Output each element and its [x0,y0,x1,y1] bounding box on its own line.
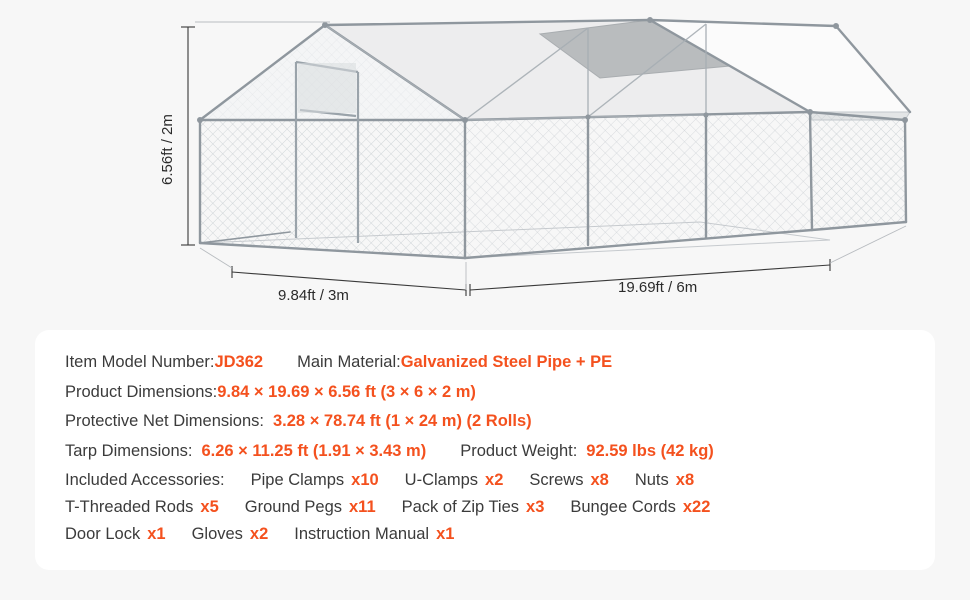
accessories-row-3 [65,525,905,544]
spec-row-net-dimensions [65,411,905,432]
accessory-qty: x11 [349,497,376,516]
accessory-qty: x5 [200,497,219,516]
product-dimensions-value: 9.84 × 19.69 × 6.56 ft (3 × 6 × 2 m) [217,382,476,401]
spec-row-product-dimensions [65,382,905,403]
accessory-item [635,471,694,490]
accessory-name: Pack of Zip Ties [401,497,520,516]
material-label: Main Material: [297,353,401,371]
accessory-item [251,471,379,490]
net-dimensions-value: 3.28 × 78.74 ft (1 × 24 m) (2 Rolls) [273,412,532,431]
model-value: JD362 [214,353,264,371]
accessory-qty: x8 [590,470,609,489]
tarp-dimensions-value: 6.26 × 11.25 ft (1.91 × 3.43 m) [201,441,427,460]
accessory-name: Bungee Cords [570,497,676,516]
accessory-qty: x22 [682,497,711,516]
height-dimension-label: 6.56ft / 2m [159,114,176,185]
accessories-row-1 [65,471,905,490]
model-label: Item Model Number: [65,353,215,371]
accessory-name: Pipe Clamps [250,470,345,489]
accessory-item [402,498,545,517]
accessory-qty: x2 [485,470,504,489]
accessory-name: Nuts [634,470,669,489]
accessory-item [65,498,219,517]
accessory-item [245,498,376,517]
accessory-qty: x8 [675,470,695,489]
length-dimension-label: 19.69ft / 6m [618,279,698,296]
spec-row-model-material [65,352,905,373]
accessories-label: Included Accessories: [65,470,225,489]
accessory-qty: x1 [147,524,166,543]
accessory-name: Ground Pegs [244,497,342,516]
accessory-item [294,525,454,544]
net-dimensions-label: Protective Net Dimensions: [65,412,264,431]
accessory-qty: x3 [526,497,545,516]
specification-card [35,330,935,570]
accessory-name: T-Threaded Rods [65,497,194,516]
accessory-qty: x10 [351,470,379,489]
accessories-row-2 [65,498,905,517]
accessory-qty: x2 [249,524,269,543]
accessory-item [405,471,504,490]
accessory-qty: x1 [436,524,455,543]
width-dimension-label: 9.84ft / 3m [278,287,349,304]
spec-row-tarp-weight [65,441,905,462]
accessory-item [529,471,608,490]
accessory-name: Door Lock [65,524,141,543]
weight-label: Product Weight: [460,441,578,460]
accessory-name: Screws [529,470,584,489]
material-value: Galvanized Steel Pipe + PE [400,353,613,371]
accessory-item [65,525,166,544]
product-dimensions-label: Product Dimensions: [65,382,218,401]
accessory-item [192,525,269,544]
weight-value: 92.59 lbs (42 kg) [586,441,714,460]
accessory-name: U-Clamps [404,470,479,489]
accessory-name: Gloves [191,524,243,543]
accessory-item [570,498,710,517]
accessory-name: Instruction Manual [294,524,430,543]
tarp-dimensions-label: Tarp Dimensions: [65,441,193,460]
